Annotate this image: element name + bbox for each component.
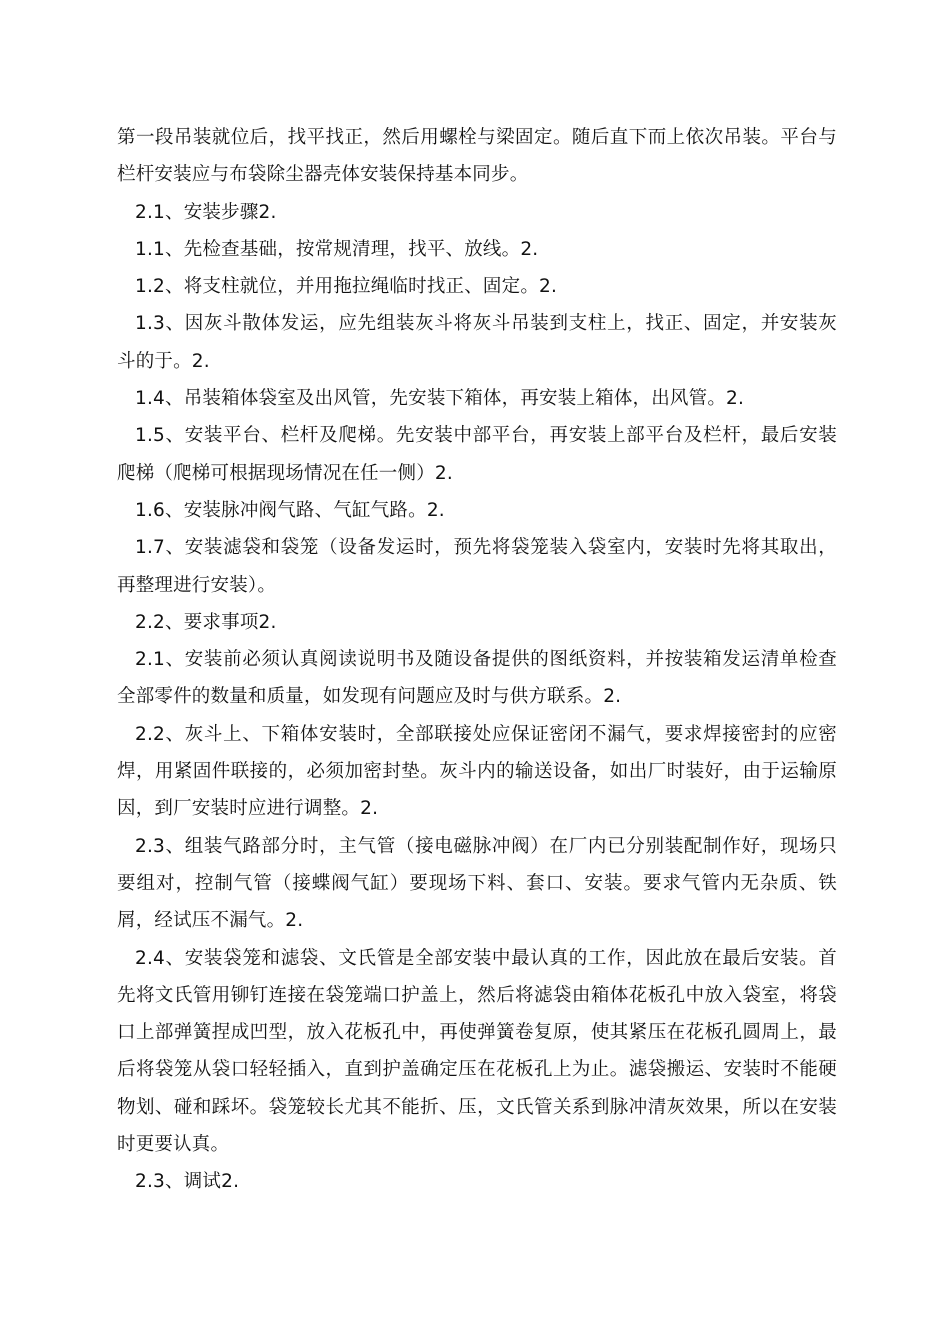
paragraph-step-1-7: 1.7、安装滤袋和袋笼（设备发运时，预先将袋笼装入袋室内，安装时先将其取出，再整理进行安装）。: [117, 537, 837, 596]
document-body: [117, 119, 837, 1201]
paragraph-step-1-5: 1.5、安装平台、栏杆及爬梯。先安装中部平台，再安装上部平台及栏杆，最后安装爬梯（爬梯可根据现场情况在任一侧）2.: [117, 425, 837, 484]
paragraph-req-2-4: 2.4、安装袋笼和滤袋、文氏管是全部安装中最认真的工作，因此放在最后安装。首先将文氏管用铆钉连接在袋笼端口护盖上，然后将滤袋由箱体花板孔中放入袋室，将袋口上部弹簧捏成凹型，放入花板孔中，再使弹簧卷复原，使其紧压在花板孔圆周上，最后将袋笼从袋口轻轻插入，直到护盖确定压在花板孔上为止。滤袋搬运、安装时不能硬物划、碰和踩坏。袋笼较长尤其不能折、压，文氏管关系到脉冲清灰效果，所以在安装时更要认真。: [117, 947, 837, 1156]
paragraph-step-1-1: 1.1、先检查基础，按常规清理，找平、放线。2.: [135, 238, 539, 260]
paragraph-lifting-intro: 第一段吊装就位后，找平找正，然后用螺栓与梁固定。随后直下而上依次吊装。平台与栏杆安装应与布袋除尘器壳体安装保持基本同步。: [117, 127, 837, 186]
paragraph-step-1-2: 1.2、将支柱就位，并用拖拉绳临时找正、固定。2.: [135, 276, 558, 298]
paragraph-req-2-3: 2.3、组装气路部分时，主气管（接电磁脉冲阀）在厂内已分别装配制作好，现场只要组对，控制气管（接蝶阀气缸）要现场下料、套口、安装。要求气管内无杂质、铁屑，经试压不漏气。2.: [117, 835, 837, 932]
paragraph-req-2-1: 2.1、安装前必须认真阅读说明书及随设备提供的图纸资料，并按装箱发运清单检查全部零件的数量和质量，如发现有问题应及时与供方联系。2.: [117, 649, 837, 708]
heading-debugging: 2.3、调试2.: [135, 1171, 240, 1193]
paragraph-req-2-2: 2.2、灰斗上、下箱体安装时，全部联接处应保证密闭不漏气，要求焊接密封的应密焊，用紧固件联接的，必须加密封垫。灰斗内的输送设备，如出厂时装好，由于运输原因，到厂安装时应进行调整。2.: [117, 723, 837, 820]
heading-install-steps: 2.1、安装步骤2.: [135, 201, 277, 223]
paragraph-step-1-4: 1.4、吊装箱体袋室及出风管，先安装下箱体，再安装上箱体，出风管。2.: [135, 388, 745, 410]
heading-requirements: 2.2、要求事项2.: [135, 611, 277, 633]
paragraph-step-1-3: 1.3、因灰斗散体发运，应先组装灰斗将灰斗吊装到支柱上，找正、固定，并安装灰斗的于。2.: [117, 313, 837, 372]
paragraph-step-1-6: 1.6、安装脉冲阀气路、气缸气路。2.: [135, 499, 445, 521]
